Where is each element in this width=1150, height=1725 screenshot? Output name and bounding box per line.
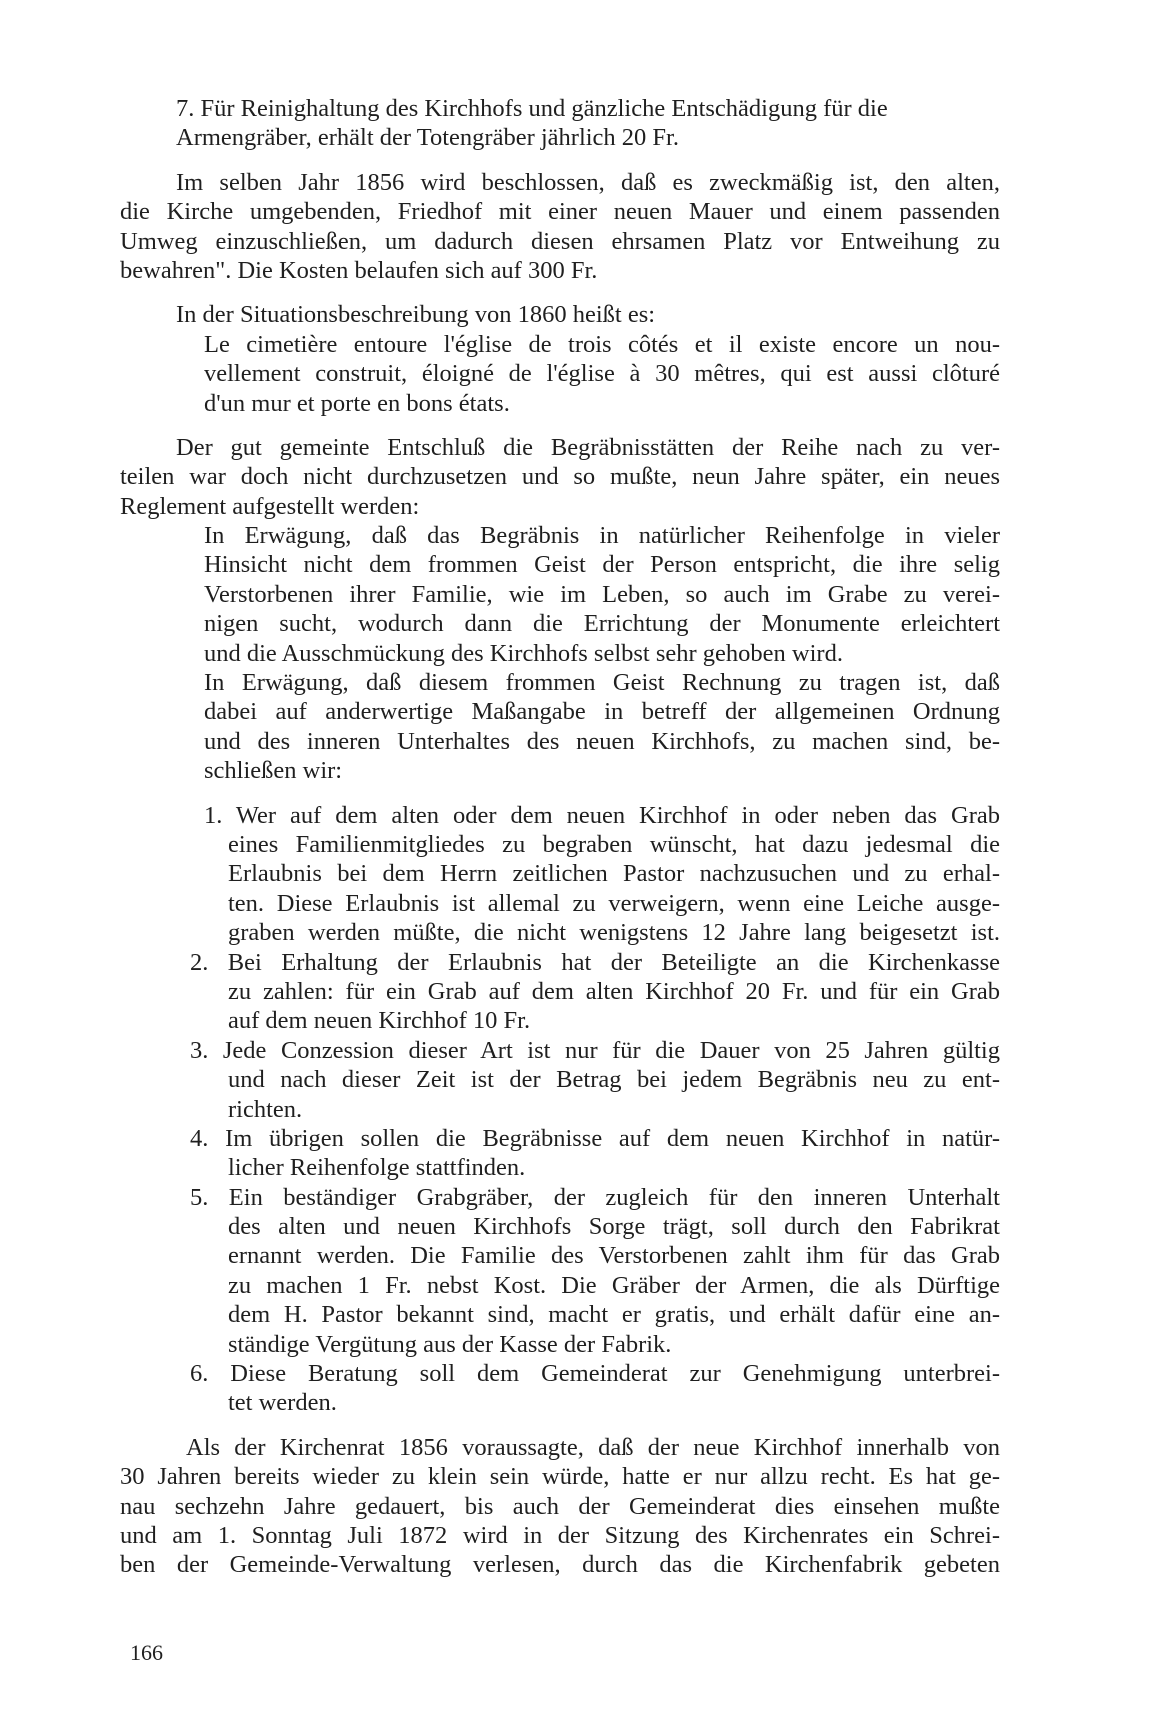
text-line: 6. Diese Beratung soll dem Gemeinderat zur Genehmigung unterbrei-	[190, 1360, 1000, 1388]
text-line: 1. Wer auf dem alten oder dem neuen Kirchhof in oder neben das Grab	[204, 801, 1000, 829]
paragraph-gap	[120, 285, 1000, 300]
text-line: 30 Jahren bereits wieder zu klein sein würde, hatte er nur allzu recht. Es hat ge-	[120, 1463, 1000, 1491]
text-line: Le cimetière entoure l'église de trois côtés et il existe encore un nou-	[204, 330, 1000, 358]
text-line: und am 1. Sonntag Juli 1872 wird in der Sitzung des Kirchenrates ein Schrei-	[120, 1521, 1000, 1549]
text-line: zu zahlen: für ein Grab auf dem alten Kirchhof 20 Fr. und für ein Grab	[228, 977, 1000, 1005]
text-line: ben der Gemeinde-Verwaltung verlesen, durch das die Kirchenfabrik gebeten	[120, 1551, 1000, 1579]
text-line: dabei auf anderwertige Maßangabe in betreff der allgemeinen Ordnung	[204, 698, 1000, 726]
text-line: dem H. Pastor bekannt sind, macht er gratis, und erhält dafür eine an-	[228, 1301, 1000, 1329]
text-line: Verstorbenen ihrer Familie, wie im Leben, so auch im Grabe zu verei-	[204, 580, 1000, 608]
text-line: teilen war doch nicht durchzusetzen und so mußte, neun Jahre später, ein neues	[120, 463, 1000, 491]
text-line: die Kirche umgebenden, Friedhof mit einer neuen Mauer und einem passenden	[120, 198, 1000, 226]
page-number: 166	[130, 1640, 163, 1665]
text-line: ernannt werden. Die Familie des Verstorbenen zahlt ihm für das Grab	[228, 1242, 1000, 1270]
text-line: 4. Im übrigen sollen die Begräbnisse auf dem neuen Kirchhof in natür-	[190, 1124, 1000, 1152]
text-line: vellement construit, éloigné de l'église à 30 mêtres, qui est aussi clôturé	[204, 360, 1000, 388]
paragraph-gap	[120, 786, 1000, 801]
text-line: 5. Ein beständiger Grabgräber, der zugleich für den inneren Unterhalt	[190, 1183, 1000, 1211]
text-line: In Erwägung, daß diesem frommen Geist Rechnung zu tragen ist, daß	[204, 669, 1000, 697]
text-line: 7. Für Reinighaltung des Kirchhofs und gänzliche Entschädigung für die	[176, 95, 888, 122]
text-line: licher Reihenfolge stattfinden.	[228, 1154, 526, 1182]
text-line: und die Ausschmückung des Kirchhofs selbst sehr gehoben wird.	[204, 639, 843, 667]
text-line: 2. Bei Erhaltung der Erlaubnis hat der Beteiligte an die Kirchenkasse	[190, 948, 1000, 976]
text-line: d'un mur et porte en bons états.	[204, 389, 510, 417]
text-line: richten.	[228, 1095, 303, 1123]
text-line: Erlaubnis bei dem Herrn zeitlichen Pastor nachzusuchen und zu erhal-	[228, 860, 1000, 888]
text-line: Als der Kirchenrat 1856 voraussagte, daß der neue Kirchhof innerhalb von	[186, 1433, 1000, 1461]
text-line: Armengräber, erhält der Totengräber jährlich 20 Fr.	[176, 124, 679, 152]
text-line: zu machen 1 Fr. nebst Kost. Die Gräber der Armen, die als Dürftige	[228, 1271, 1000, 1299]
text-line: Hinsicht nicht dem frommen Geist der Person entspricht, die ihre selig	[204, 551, 1000, 579]
paragraph-gap	[120, 418, 1000, 433]
text-line: Reglement aufgestellt werden:	[120, 492, 420, 520]
text-line: In Erwägung, daß das Begräbnis in natürlicher Reihenfolge in vieler	[204, 522, 1000, 550]
text-line: und nach dieser Zeit ist der Betrag bei jedem Begräbnis neu zu ent-	[228, 1066, 1000, 1094]
text-line: Im selben Jahr 1856 wird beschlossen, daß es zweckmäßig ist, den alten,	[176, 168, 1000, 196]
text-line: nau sechzehn Jahre gedauert, bis auch der Gemeinderat dies einsehen mußte	[120, 1492, 1000, 1520]
text-line: eines Familienmitgliedes zu begraben wünscht, hat dazu jedesmal die	[228, 830, 1000, 858]
paragraph-gap	[120, 153, 1000, 168]
text-line: schließen wir:	[204, 757, 343, 785]
page-body	[120, 94, 1000, 1580]
text-line: auf dem neuen Kirchhof 10 Fr.	[228, 1007, 531, 1035]
text-line: Der gut gemeinte Entschluß die Begräbnisstätten der Reihe nach zu ver-	[176, 433, 1000, 461]
text-line: ten. Diese Erlaubnis ist allemal zu verweigern, wenn eine Leiche ausge-	[228, 889, 1000, 917]
text-line: ständige Vergütung aus der Kasse der Fabrik.	[228, 1330, 672, 1358]
text-line: In der Situationsbeschreibung von 1860 heißt es:	[176, 301, 656, 329]
text-line: tet werden.	[228, 1389, 337, 1417]
text-line: bewahren". Die Kosten belaufen sich auf 300 Fr.	[120, 256, 598, 284]
text-line: nigen sucht, wodurch dann die Errichtung der Monumente erleichtert	[204, 610, 1000, 638]
paragraph-gap	[120, 1418, 1000, 1433]
text-line: 3. Jede Conzession dieser Art ist nur für die Dauer von 25 Jahren gültig	[190, 1036, 1000, 1064]
text-line: und des inneren Unterhaltes des neuen Kirchhofs, zu machen sind, be-	[204, 727, 1000, 755]
text-line: Umweg einzuschließen, um dadurch diesen ehrsamen Platz vor Entweihung zu	[120, 227, 1000, 255]
text-line: des alten und neuen Kirchhofs Sorge trägt, soll durch den Fabrikrat	[228, 1213, 1000, 1241]
text-line: graben werden müßte, die nicht wenigstens 12 Jahre lang beigesetzt ist.	[228, 919, 1000, 947]
